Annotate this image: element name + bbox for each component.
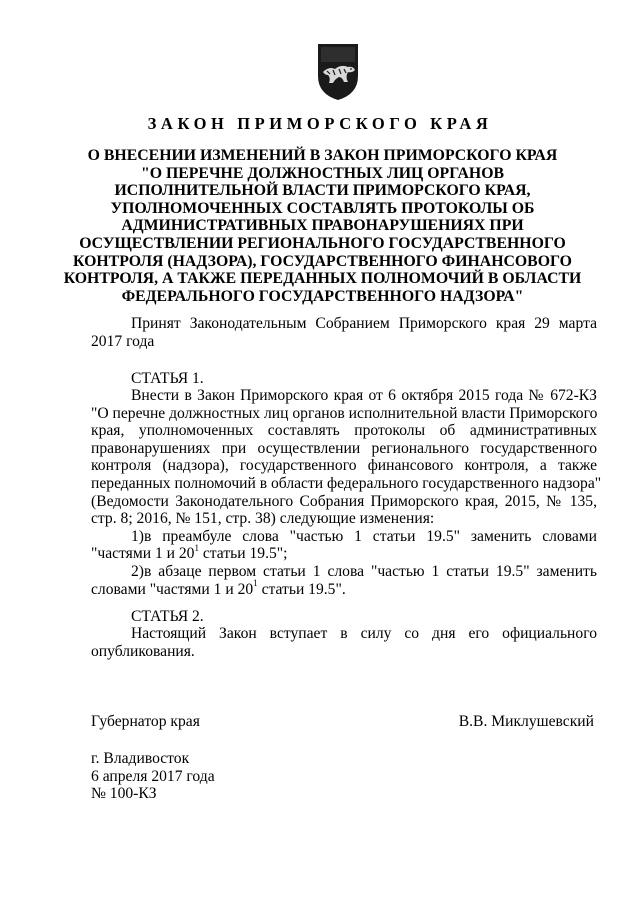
heading-line: УПОЛНОМОЧЕННЫХ СОСТАВЛЯТЬ ПРОТОКОЛЫ ОБ (110, 199, 535, 217)
amendment-item-2: 2)в абзаце первом статьи 1 слова "частью 1 статьи 19.5" заменить (131, 562, 597, 580)
law-number: № 100-КЗ (91, 785, 157, 803)
article-1-line: контроля (надзора), государственного финансового контроля, а также (91, 457, 597, 475)
heading-line: КОНТРОЛЯ, А ТАКЖЕ ПЕРЕДАННЫХ ПОЛНОМОЧИЙ В ОБЛАСТИ (63, 270, 582, 288)
article-1-label: СТАТЬЯ 1. (131, 370, 204, 387)
amendment-item-1: 1)в преамбуле слова "частью 1 статьи 19.5" заменить словами (131, 527, 597, 545)
law-title: ЗАКОН ПРИМОРСКОГО КРАЯ (147, 114, 493, 133)
primorsky-krai-coat-of-arms-icon (315, 42, 361, 102)
amendment-item-2-cont: словами "частями 1 и $20^1$ статьи 19.5". (91, 578, 346, 598)
article-2-label: СТАТЬЯ 2. (131, 608, 204, 625)
signatory-name: В.В. Миклушевский (458, 713, 594, 730)
signing-date: 6 апреля 2017 года (91, 767, 215, 785)
article-1-line: края, уполномоченных составлять протоколы об административных (91, 422, 597, 440)
article-1-line: (Ведомости Законодательного Собрания Приморского края, 2015, № 135, (91, 492, 597, 510)
article-1-line: Внести в Закон Приморского края от 6 октября 2015 года № 672-КЗ (131, 387, 597, 404)
heading-line: ФЕДЕРАЛЬНОГО ГОСУДАРСТВЕННОГО НАДЗОРА" (121, 287, 524, 305)
heading-line: "О ПЕРЕЧНЕ ДОЛЖНОСТНЫХ ЛИЦ ОРГАНОВ (140, 164, 505, 182)
article-1-line: правонарушениях при осуществлении регионального государственного (91, 439, 597, 457)
amendment-item-1-cont: "частями 1 и $20^1$ статьи 19.5"; (91, 543, 288, 563)
article-2-body (91, 625, 597, 660)
article-1-line: переданных полномочий в области федерального государственного надзора" (91, 474, 602, 492)
signatory-title: Губернатор края (91, 713, 200, 730)
place-date-number (91, 750, 215, 803)
article-1-line: "О перечне должностных лиц органов исполнительной власти Приморского (91, 404, 598, 422)
article-2-line: Настоящий Закон вступает в силу со дня его официального (131, 625, 597, 642)
heading-line: О ВНЕСЕНИИ ИЗМЕНЕНИЙ В ЗАКОН ПРИМОРСКОГО КРАЯ (87, 147, 558, 164)
superscript: 1 (194, 543, 199, 554)
heading-line: ИСПОЛНИТЕЛЬНОЙ ВЛАСТИ ПРИМОРСКОГО КРАЯ, (114, 182, 531, 200)
superscript: 1 (253, 578, 258, 589)
adoption-line: Принят Законодательным Собранием Приморского края 29 марта (131, 315, 597, 332)
adoption-line: 2017 года (91, 332, 155, 350)
document-heading (60, 147, 585, 305)
heading-line: КОНТРОЛЯ (НАДЗОРА), ГОСУДАРСТВЕННОГО ФИНАНСОВОГО (73, 252, 572, 270)
article-1-line: стр. 8; 2016, № 151, стр. 38) следующие изменения: (91, 510, 435, 528)
heading-line: ОСУЩЕСТВЛЕНИИ РЕГИОНАЛЬНОГО ГОСУДАРСТВЕННОГО (79, 234, 566, 252)
city: г. Владивосток (91, 750, 190, 767)
article-1-body (91, 387, 602, 598)
heading-line: АДМИНИСТРАТИВНЫХ ПРАВОНАРУШЕНИЯХ ПРИ (121, 217, 524, 235)
adoption-note (91, 315, 597, 350)
article-2-line: опубликования. (91, 642, 195, 660)
